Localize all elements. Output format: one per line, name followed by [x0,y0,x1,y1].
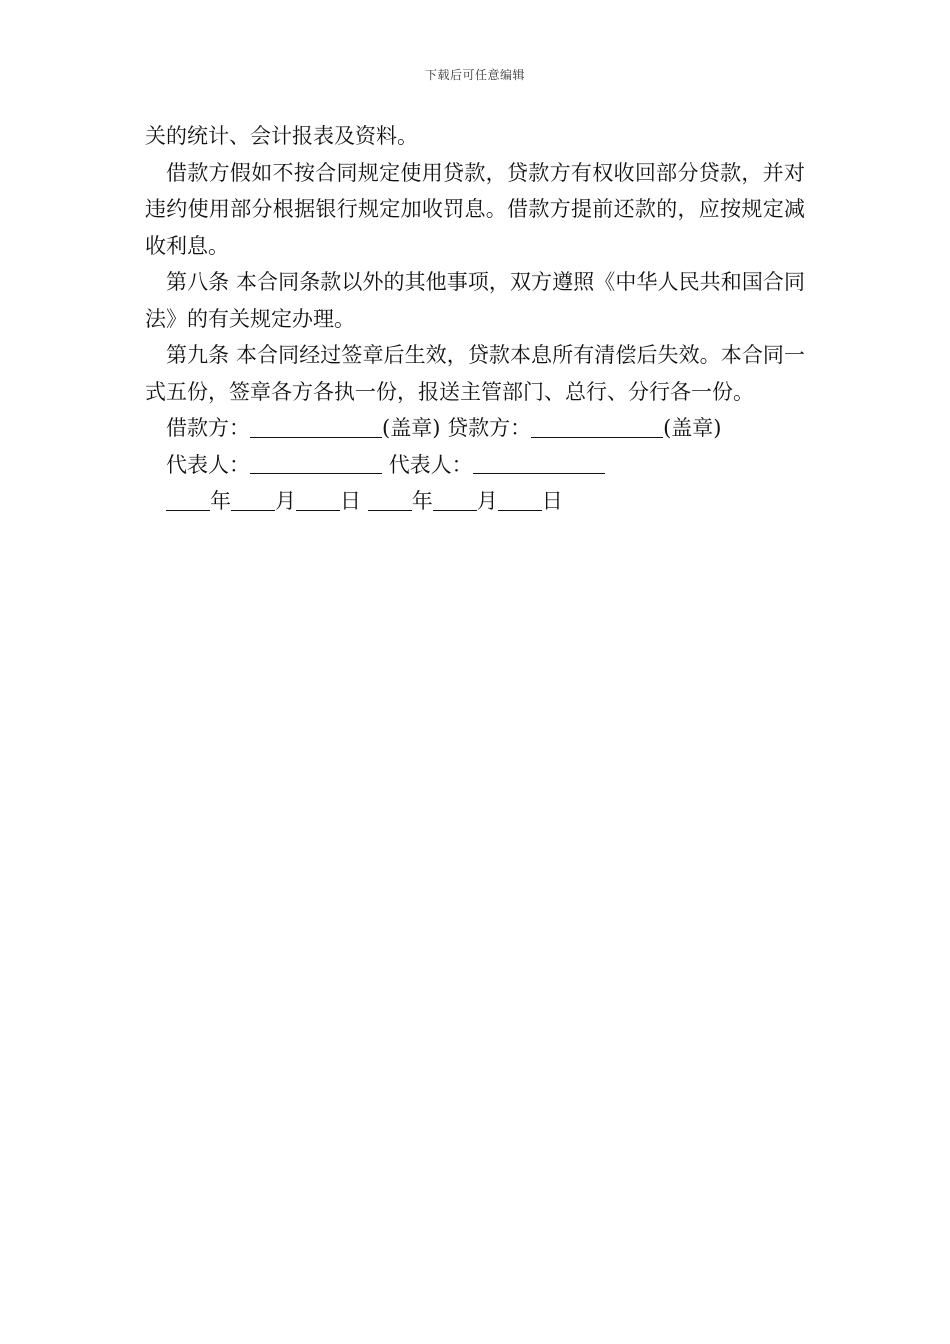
document-body [145,118,805,520]
borrower-seal-label: (盖章) [382,416,441,440]
header-note: 下载后可任意编辑 [424,68,525,82]
lender-seal-label: (盖章) [663,416,722,440]
paragraph-article-9: 第九条 本合同经过签章后生效，贷款本息所有清偿后失效。本合同一式五份，签章各方各执一份，报送主管部门、总行、分行各一份。 [145,343,805,404]
signature-party-line [145,410,805,447]
paragraph-article-8: 第八条 本合同条款以外的其他事项，双方遵照《中华人民共和国合同法》的有关规定办理。 [145,270,805,331]
lender-month-label: 月 [476,489,498,513]
borrower-label: 借款方： [166,416,250,440]
lender-rep-blank [473,451,605,474]
lender-year-label: 年 [411,489,433,513]
borrower-month-blank [231,487,275,510]
borrower-month-label: 月 [275,489,296,513]
lender-day-blank [498,487,542,510]
lender-rep-label: 代表人： [388,452,473,477]
borrower-blank [250,414,382,437]
borrower-day-blank [296,487,340,510]
signature-representative-line [145,447,805,484]
paragraph-loan-misuse: 借款方假如不按合同规定使用贷款，贷款方有权收回部分贷款，并对违约使用部分根据银行规定加收罚息。借款方提前还款的，应按规定减收利息。 [145,160,805,258]
borrower-rep-blank [250,451,382,474]
lender-blank [531,414,663,437]
lender-year-blank [368,487,412,510]
borrower-year-label: 年 [210,489,231,513]
lender-day-label: 日 [541,489,563,513]
lender-label: 贷款方： [447,416,532,440]
lender-month-blank [433,487,477,510]
paragraph-continuation: 关的统计、会计报表及资料。 [145,124,418,148]
borrower-rep-label: 代表人： [166,452,250,477]
borrower-year-blank [166,487,210,510]
borrower-day-label: 日 [340,489,361,513]
signature-date-line [145,483,805,520]
